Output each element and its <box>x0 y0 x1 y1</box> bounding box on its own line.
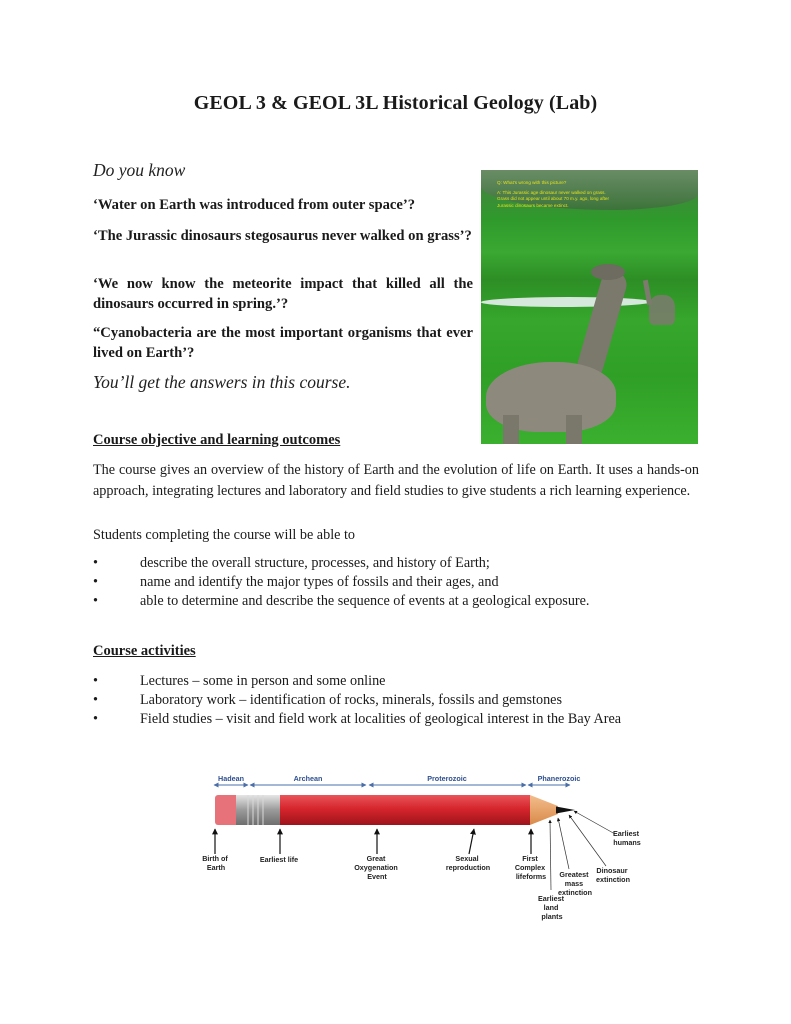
label-line: Earliest <box>538 894 564 903</box>
list-item <box>93 710 713 729</box>
activity-text: Field studies – visit and field work at localities of geological interest in the Bay Area <box>140 711 622 727</box>
era-label-proterozoic: Proterozoic <box>427 774 467 783</box>
label-line: Earliest <box>613 829 639 838</box>
geologic-timeline-pencil <box>190 770 650 940</box>
pencil-eraser <box>215 795 239 825</box>
photo-caption <box>497 180 617 209</box>
photo-caption-question: Q: What’s wrong with this picture? <box>497 180 567 185</box>
bullet-icon: • <box>93 593 98 609</box>
pencil-wood-tip <box>530 795 558 825</box>
activities-list <box>93 672 713 729</box>
activity-text: Laboratory work – identification of rocks, minerals, fossils and gemstones <box>140 692 562 708</box>
bullet-icon: • <box>93 555 98 571</box>
bullet-icon: • <box>93 711 98 727</box>
background-dinosaur <box>649 295 675 325</box>
pencil-body <box>280 795 530 825</box>
dinosaur-head <box>591 264 625 280</box>
event-label-land-plants <box>538 894 566 921</box>
objectives-paragraph: The course gives an overview of the history of Earth and the evolution of life on Earth. It uses a hands-on approach, integrating lectures and laboratory and field studies to give students a rich learning experience. <box>93 462 699 499</box>
bullet-icon: • <box>93 574 98 590</box>
event-arrow-land-plants <box>550 820 551 890</box>
label-line: reproduction <box>445 863 491 872</box>
outcome-text: name and identify the major types of fossils and their ages, and <box>140 574 499 590</box>
question-cyanobacteria: “Cyanobacteria are the most important organisms that ever lived on Earth’? <box>93 325 473 361</box>
event-arrow-dino-extinction <box>569 815 606 866</box>
label-line: humans <box>613 838 641 847</box>
outcome-text: able to determine and describe the sequence of events at a geological exposure. <box>140 593 590 609</box>
label-line: Event <box>367 872 387 881</box>
outcome-text: describe the overall structure, processes, and history of Earth; <box>140 555 490 571</box>
label-line: Complex <box>514 863 546 872</box>
label-line: Earliest life <box>259 855 299 864</box>
list-item <box>93 672 713 691</box>
label-line: First <box>522 854 538 863</box>
era-label-archean: Archean <box>293 774 323 783</box>
label-line: Birth of <box>202 854 228 863</box>
intro-closing: You’ll get the answers in this course. <box>93 372 351 392</box>
era-label-phanerozoic: Phanerozoic <box>537 774 581 783</box>
list-item <box>93 691 713 710</box>
label-line: Sexual <box>455 854 479 863</box>
timeline-svg <box>190 770 650 940</box>
document-title: GEOL 3 & GEOL 3L Historical Geology (Lab) <box>193 92 598 114</box>
event-label-sexual <box>446 854 490 872</box>
objectives-heading: Course objective and learning outcomes <box>93 432 341 448</box>
pencil-graphite-tip <box>556 807 575 814</box>
bullet-icon: • <box>93 673 98 689</box>
question-stegosaurus: ‘The Jurassic dinosaurs stegosaurus never walked on grass’? <box>93 228 472 244</box>
intro-heading: Do you know <box>93 160 186 180</box>
label-line: land <box>543 903 559 912</box>
outcomes-list <box>93 554 713 611</box>
event-label-birth <box>202 854 230 872</box>
event-arrow-mass-extinction <box>558 818 569 869</box>
label-line: Earth <box>206 863 226 872</box>
list-item <box>93 554 713 573</box>
label-line: Greatest <box>559 870 589 879</box>
bullet-icon: • <box>93 692 98 708</box>
dinosaur-leg <box>566 415 582 444</box>
list-item <box>93 592 713 611</box>
label-line: extinction <box>558 888 592 897</box>
event-label-dino-extinction <box>596 866 630 884</box>
outcomes-lead-in: Students completing the course will be able to <box>93 527 356 543</box>
question-meteorite: ‘We now know the meteorite impact that killed all the dinosaurs occurred in spring.’? <box>93 276 473 312</box>
dinosaur-photo <box>481 170 698 444</box>
label-line: mass <box>564 879 584 888</box>
event-label-mass-extinction <box>558 870 592 897</box>
label-line: plants <box>541 912 563 921</box>
question-water: ‘Water on Earth was introduced from outer space’? <box>93 197 415 213</box>
label-line: Oxygenation <box>354 863 398 872</box>
label-line: Great <box>366 854 386 863</box>
label-line: extinction <box>596 875 630 884</box>
era-label-hadean: Hadean <box>218 774 244 783</box>
river <box>481 297 654 307</box>
event-arrow-sexual <box>469 829 474 854</box>
event-label-earliest-life <box>260 855 298 864</box>
photo-caption-answer: A: This Jurassic age dinosaur never walked on grass. Grass did not appear until about 70 m.y. ago, long after Jurassic dinosaurs became extinct. <box>497 190 610 208</box>
event-label-humans <box>613 829 641 847</box>
label-line: Dinosaur <box>596 866 628 875</box>
list-item <box>93 573 713 592</box>
label-line: lifeforms <box>515 872 547 881</box>
event-label-goe <box>354 854 400 881</box>
activities-heading: Course activities <box>93 643 196 659</box>
event-label-complex <box>515 854 547 881</box>
activity-text: Lectures – some in person and some online <box>140 673 386 689</box>
dinosaur-leg <box>503 415 519 444</box>
